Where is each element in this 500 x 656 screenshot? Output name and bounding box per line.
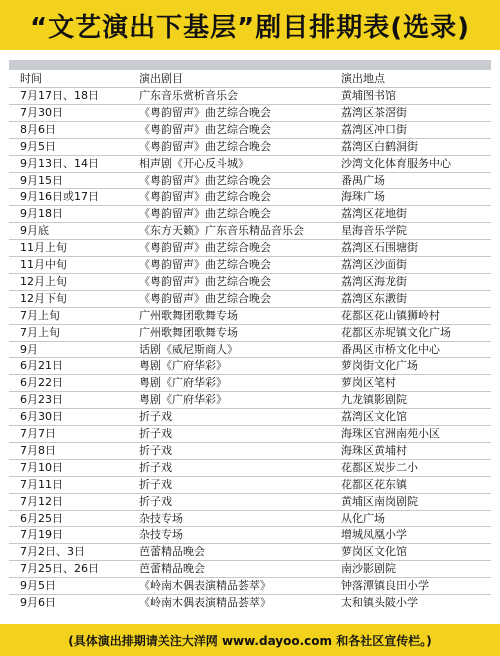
cell-time: 9月15日 bbox=[20, 173, 63, 187]
cell-program: 芭蕾精品晚会 bbox=[139, 562, 205, 576]
cell-time: 9月底 bbox=[20, 224, 49, 238]
cell-time: 6月30日 bbox=[20, 410, 63, 424]
cell-time: 9月18日 bbox=[20, 207, 63, 221]
table-row bbox=[9, 274, 491, 290]
table-row bbox=[9, 578, 491, 594]
cell-program: 《粤韵留声》曲艺综合晚会 bbox=[139, 258, 271, 271]
cell-venue: 荔湾区海龙街 bbox=[341, 274, 407, 288]
cell-venue: 海珠区官洲南苑小区 bbox=[341, 427, 440, 440]
cell-venue: 九龙镇影剧院 bbox=[341, 393, 407, 407]
cell-time: 7月上旬 bbox=[20, 325, 60, 339]
table-row bbox=[9, 426, 491, 442]
table-row bbox=[9, 206, 491, 222]
cell-venue: 钟落潭镇良田小学 bbox=[341, 579, 429, 593]
cell-venue: 萝岗街文化广场 bbox=[341, 359, 418, 373]
cell-venue: 荔湾区石围塘街 bbox=[341, 241, 418, 255]
cell-time: 7月12日 bbox=[20, 494, 63, 508]
table-row bbox=[9, 325, 491, 341]
cell-program: 折子戏 bbox=[139, 410, 172, 424]
cell-venue: 从化广场 bbox=[341, 511, 385, 525]
cell-venue: 星海音乐学院 bbox=[341, 224, 407, 238]
cell-program: 芭蕾精品晚会 bbox=[139, 545, 205, 559]
cell-venue: 沙湾文化体育服务中心 bbox=[341, 156, 451, 170]
cell-program: 广州歌舞团歌舞专场 bbox=[139, 308, 238, 322]
cell-venue: 南沙影剧院 bbox=[341, 562, 396, 576]
cell-program: 《粤韵留声》曲艺综合晚会 bbox=[139, 173, 271, 187]
header-program: 演出剧目 bbox=[139, 72, 183, 85]
cell-time: 9月16日或17日 bbox=[20, 190, 99, 204]
table-row bbox=[9, 342, 491, 358]
cell-program: 相声剧《开心反斗城》 bbox=[139, 156, 249, 170]
cell-time: 9月6日 bbox=[20, 596, 56, 609]
cell-program: 广州歌舞团歌舞专场 bbox=[139, 325, 238, 339]
cell-program: 《岭南木偶表演精品荟萃》 bbox=[139, 579, 271, 593]
cell-time: 6月22日 bbox=[20, 376, 63, 390]
schedule-table bbox=[9, 60, 491, 618]
cell-program: 《粤韵留声》曲艺综合晚会 bbox=[139, 122, 271, 136]
table-row bbox=[9, 105, 491, 121]
cell-venue: 花都区炭步二小 bbox=[341, 460, 418, 474]
header-venue: 演出地点 bbox=[341, 72, 385, 85]
cell-venue: 荔湾区冲口街 bbox=[341, 122, 407, 136]
table-row bbox=[9, 257, 491, 273]
cell-program: 《岭南木偶表演精品荟萃》 bbox=[139, 596, 271, 609]
footer-bar bbox=[0, 624, 500, 656]
table-row bbox=[9, 494, 491, 510]
table-row bbox=[9, 156, 491, 172]
table-row bbox=[9, 358, 491, 374]
table-row bbox=[9, 375, 491, 391]
table-row bbox=[9, 527, 491, 543]
cell-time: 7月7日 bbox=[20, 427, 56, 440]
cell-program: 粤剧《广府华彩》 bbox=[139, 359, 227, 373]
cell-program: 折子戏 bbox=[139, 494, 172, 508]
cell-venue: 增城凤凰小学 bbox=[341, 528, 407, 542]
cell-time: 7月上旬 bbox=[20, 308, 60, 322]
cell-venue: 荔湾区沙面街 bbox=[341, 258, 407, 271]
cell-time: 7月25日、26日 bbox=[20, 562, 99, 576]
table-row bbox=[9, 291, 491, 307]
table-row bbox=[9, 477, 491, 493]
cell-venue: 海珠广场 bbox=[341, 190, 385, 204]
cell-venue: 荔湾区文化馆 bbox=[341, 410, 407, 424]
cell-venue: 萝岗区笔村 bbox=[341, 376, 396, 390]
cell-program: 《粤韵留声》曲艺综合晚会 bbox=[139, 274, 271, 288]
cell-time: 9月13日、14日 bbox=[20, 156, 99, 170]
cell-time: 7月30日 bbox=[20, 105, 63, 119]
cell-time: 12月下旬 bbox=[20, 291, 67, 305]
cell-program: 话剧《威尼斯商人》 bbox=[139, 342, 238, 356]
cell-venue: 黄埔区南岗剧院 bbox=[341, 494, 418, 508]
footer-note: (具体演出排期请关注大洋网 www.dayoo.com 和各社区宣传栏。) bbox=[68, 633, 432, 648]
cell-venue: 太和镇头陂小学 bbox=[341, 596, 418, 609]
cell-venue: 花都区赤坭镇文化广场 bbox=[341, 325, 451, 339]
table-row bbox=[9, 409, 491, 425]
cell-venue: 黄埔图书馆 bbox=[341, 89, 396, 102]
cell-time: 7月17日、18日 bbox=[20, 89, 99, 102]
cell-program: 杂技专场 bbox=[139, 528, 183, 542]
cell-program: 折子戏 bbox=[139, 460, 172, 474]
cell-program: 折子戏 bbox=[139, 477, 172, 491]
cell-time: 6月25日 bbox=[20, 511, 63, 525]
page-title: “文艺演出下基层”剧目排期表(选录) bbox=[30, 12, 470, 43]
title-bar bbox=[0, 0, 500, 50]
cell-venue: 荔湾区白鹤洞街 bbox=[341, 139, 418, 153]
cell-time: 6月23日 bbox=[20, 393, 63, 407]
cell-time: 9月 bbox=[20, 342, 38, 356]
table-row bbox=[9, 189, 491, 205]
cell-venue: 番禺区市桥文化中心 bbox=[341, 342, 440, 356]
cell-program: 《东方天籁》广东音乐精品音乐会 bbox=[139, 224, 304, 238]
cell-program: 粤剧《广府华彩》 bbox=[139, 393, 227, 407]
cell-program: 《粤韵留声》曲艺综合晚会 bbox=[139, 105, 271, 119]
table-row bbox=[9, 561, 491, 577]
cell-time: 7月10日 bbox=[20, 460, 63, 474]
table-row bbox=[9, 443, 491, 459]
cell-venue: 荔湾区东漖街 bbox=[341, 291, 407, 305]
cell-program: 《粤韵留声》曲艺综合晚会 bbox=[139, 190, 271, 204]
cell-time: 12月上旬 bbox=[20, 274, 67, 288]
table-row bbox=[9, 240, 491, 256]
table-row bbox=[9, 392, 491, 408]
cell-time: 6月21日 bbox=[20, 359, 63, 373]
table-row bbox=[9, 139, 491, 155]
cell-time: 11月上旬 bbox=[20, 241, 67, 255]
table-header bbox=[9, 71, 491, 87]
cell-venue: 花都区花东镇 bbox=[341, 477, 407, 491]
header-time: 时间 bbox=[20, 72, 42, 85]
cell-venue: 番禺广场 bbox=[341, 173, 385, 187]
cell-program: 杂技专场 bbox=[139, 511, 183, 525]
cell-program: 《粤韵留声》曲艺综合晚会 bbox=[139, 207, 271, 221]
cell-program: 《粤韵留声》曲艺综合晚会 bbox=[139, 291, 271, 305]
table-row bbox=[9, 460, 491, 476]
cell-program: 粤剧《广府华彩》 bbox=[139, 376, 227, 390]
table-top-bar bbox=[9, 60, 491, 70]
cell-venue: 花都区花山镇狮岭村 bbox=[341, 308, 440, 322]
table-row bbox=[9, 223, 491, 239]
cell-time: 7月8日 bbox=[20, 443, 56, 457]
table-row bbox=[9, 88, 491, 104]
cell-program: 折子戏 bbox=[139, 443, 172, 457]
cell-time: 7月11日 bbox=[20, 477, 63, 491]
cell-time: 7月2日、3日 bbox=[20, 545, 85, 559]
cell-program: 折子戏 bbox=[139, 427, 172, 440]
table-row bbox=[9, 595, 491, 611]
table-row bbox=[9, 308, 491, 324]
cell-venue: 荔湾区花地街 bbox=[341, 207, 407, 221]
cell-time: 8月6日 bbox=[20, 122, 56, 136]
table-row bbox=[9, 122, 491, 138]
cell-venue: 海珠区黄埔村 bbox=[341, 443, 407, 457]
table-row bbox=[9, 173, 491, 189]
cell-venue: 萝岗区文化馆 bbox=[341, 545, 407, 559]
cell-program: 《粤韵留声》曲艺综合晚会 bbox=[139, 139, 271, 153]
cell-time: 7月19日 bbox=[20, 528, 63, 542]
cell-time: 9月5日 bbox=[20, 579, 56, 593]
table-row bbox=[9, 511, 491, 527]
table-row bbox=[9, 544, 491, 560]
cell-program: 广东音乐赏析音乐会 bbox=[139, 89, 238, 102]
cell-time: 9月5日 bbox=[20, 139, 56, 153]
cell-venue: 荔湾区茶滘街 bbox=[341, 105, 407, 119]
cell-time: 11月中旬 bbox=[20, 258, 67, 271]
cell-program: 《粤韵留声》曲艺综合晚会 bbox=[139, 241, 271, 255]
